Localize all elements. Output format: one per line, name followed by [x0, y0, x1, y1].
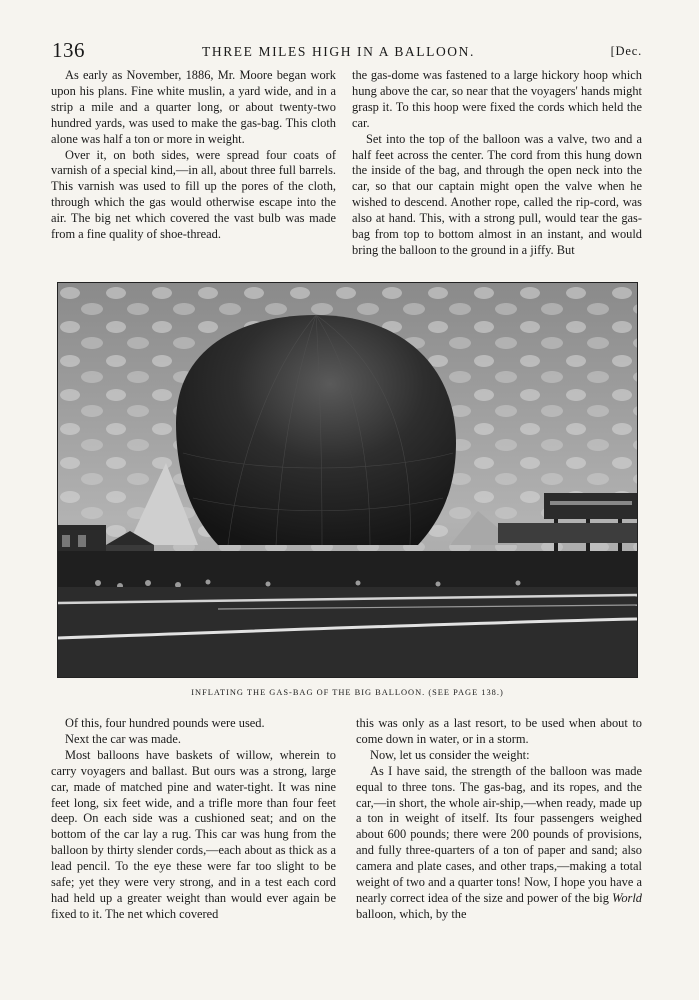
paragraph: Most balloons have baskets of willow, wherein to carry voyagers and ballast. But ours was a strong, large car, made of matched pine and water-tight. It was nine feet long, six feet wide, and a trifle more than four feet deep. On each side was a cushioned seat; and on the bottom of the car lay a rug. This car was hung from the balloon by thirty slender cords,—each about as thick as a lead pencil. To the eye these were far too slight to be safe; yet they were very strong, and in a test each cord had held up a greater weight than would ever again be fixed to it. The net which covered [51, 747, 336, 921]
ground [58, 587, 637, 677]
paragraph: Next the car was made. [65, 731, 181, 746]
publication-name: World [612, 890, 642, 905]
paragraph: the gas-dome was fastened to a large hickory hoop which hung above the car, so near that the voyagers' hands might grasp it. To this hoop were fixed the cords which held the car. [352, 68, 642, 130]
paragraph: Set into the top of the balloon was a valve, two and a half feet across the center. The cord from this hung down the inside of the bag, and through the open neck into the car, so that our captain might open the valve when he wished to descend. Another rope, called the rip-cord, was also at hand. This, with a strong pull, would tear the gas-bag from top to bottom almost in an instant, and would bring the balloon to the ground in a jiffy. But [352, 131, 642, 257]
top-left-column [51, 68, 336, 243]
paragraph: Of this, four hundred pounds were used. [65, 716, 265, 730]
balloon-illustration [58, 283, 637, 677]
paragraph: this was only as a last resort, to be used when about to come down in water, or in a storm. [356, 716, 642, 746]
bottom-right-column [356, 716, 642, 923]
figure-caption: INFLATING THE GAS-BAG OF THE BIG BALLOON. (SEE PAGE 138.) [191, 688, 504, 697]
page-header [52, 38, 642, 62]
crowd [58, 551, 637, 587]
paragraph [356, 764, 642, 923]
bottom-left-column [51, 716, 336, 923]
top-right-column [352, 68, 642, 259]
paragraph: As early as November, 1886, Mr. Moore began work upon his plans. Fine white muslin, a yard wide, and in a strip a mile and a quarter long, or about twenty-two hundred yards, was used to make the gas-bag. This cloth alone was half a ton or more in weight. [51, 68, 336, 146]
balloon-photograph [57, 282, 638, 678]
page-number: 136 [52, 38, 85, 62]
issue-month: [Dec. [610, 44, 642, 58]
paragraph: Over it, on both sides, were spread four coats of varnish of a special kind,—in all, about three full barrels. This varnish was used to fill up the pores of the cloth, through which the gas would otherwise escape into the air. The big net which covered the vast bulb was made from a fine quality of shoe-thread. [51, 147, 336, 242]
text-span: As I have said, the strength of the balloon was made equal to three tons. The gas-bag, and its ropes, and the car,—in short, the whole air-ship,—when ready, made up a ton in weight of itself. Its four passengers weighed about 600 pounds; there were 200 pounds of provisions, and fully three-quarters of a ton of paper and sand; also camera and plate cases, and other traps,—making a total weight of two and a quarter tons! Now, I hope you have a nearly correct idea of the size and power of the big [356, 763, 642, 905]
text-span: balloon, which, by the [356, 906, 467, 921]
running-title: THREE MILES HIGH IN A BALLOON. [202, 44, 475, 59]
paragraph: Now, let us consider the weight: [370, 747, 530, 762]
